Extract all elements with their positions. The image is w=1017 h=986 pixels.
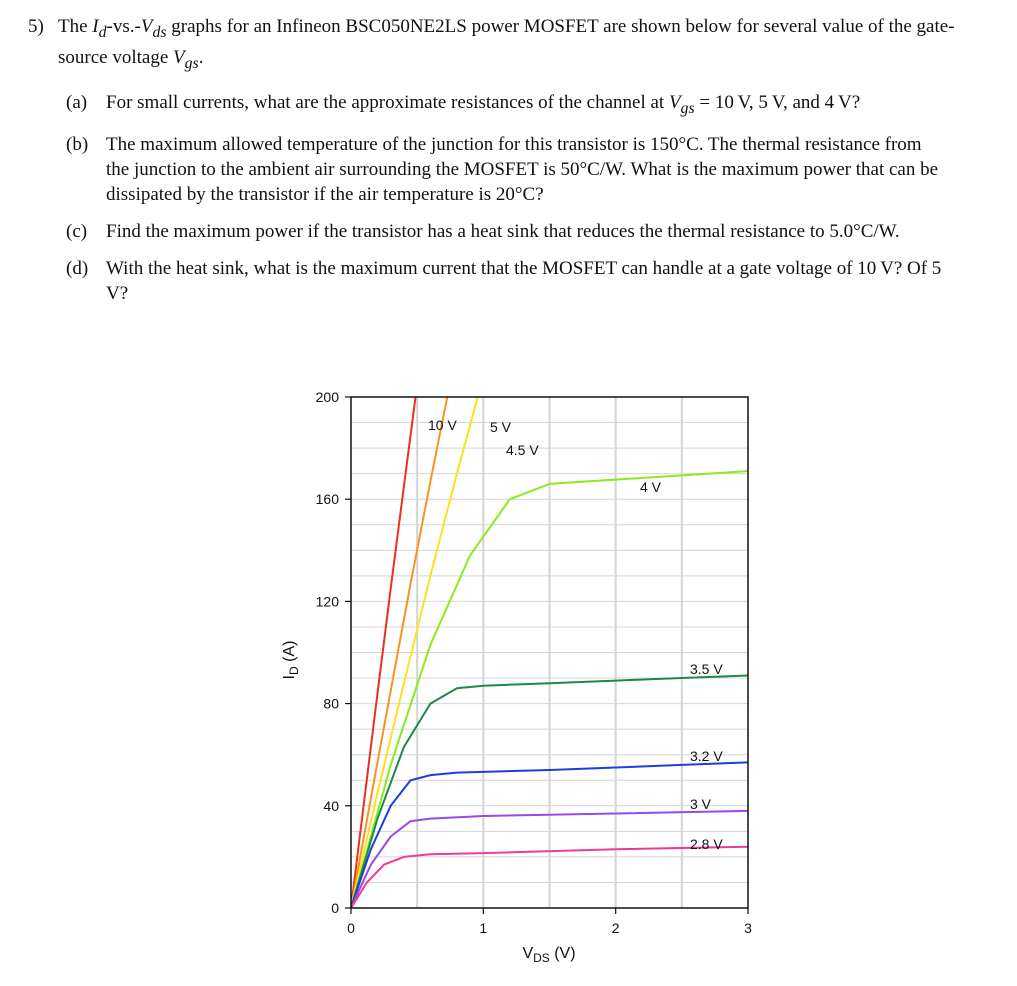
x-axis-title: $V_{DS}$ (V) <box>522 945 576 965</box>
x-tick-label: 1 <box>479 920 488 936</box>
curve-label: 2.8 V <box>690 836 723 852</box>
part-text: The maximum allowed temperature of the junction for this transistor is 150°C. The thermal resistance from the junction to the ambient air surrounding the MOSFET is 50°C/W. What is the maximum power that can be dissipated by the transistor if the air temperature is 20°C? <box>106 134 939 206</box>
intro-text: -vs.- <box>106 16 141 37</box>
curve-label: 5 V <box>490 419 512 435</box>
part-label: (a) <box>66 91 88 113</box>
intro-text: . <box>198 46 204 68</box>
y-tick-label: 120 <box>315 593 339 610</box>
y-tick-label: 80 <box>323 695 339 712</box>
part-text: For small currents, what are the approximate resistances of the channel at $V_{gs} = 10$ V, 5 V, and 4 V? <box>106 91 861 117</box>
id-symbol: $I_d$ <box>92 16 107 41</box>
part-label: (b) <box>66 134 89 156</box>
part-text: Find the maximum power if the transistor has a heat sink that reduces the thermal resistance to 5.0°C/W. <box>106 221 900 243</box>
y-tick-label: 40 <box>323 797 339 814</box>
curve-label: 4.5 V <box>506 442 539 458</box>
part-label: (d) <box>66 258 89 280</box>
x-tick-label: 3 <box>744 920 752 936</box>
x-tick-label: 0 <box>347 920 355 936</box>
part-text: With the heat sink, what is the maximum current that the MOSFET can handle at a gate voltage of 10 V? Of 5 V? <box>106 258 946 305</box>
intro-text: The <box>58 16 93 37</box>
curve-label: 3.2 V <box>690 748 723 764</box>
intro-text: graphs for an Infineon BSC050NE2LS power MOSFET are shown below for several value of the gate-source voltage <box>58 16 955 68</box>
curve-10-v <box>351 384 417 908</box>
vgs-symbol: $V_{gs}$ <box>173 46 199 72</box>
y-axis-title: $I_D$ (A) <box>281 640 301 680</box>
y-tick-label: 160 <box>315 491 339 508</box>
curve-label: 3.5 V <box>690 661 723 677</box>
curve-label: 3 V <box>690 796 712 812</box>
curve-label: 4 V <box>640 479 662 495</box>
y-tick-label: 200 <box>315 389 339 405</box>
vds-symbol: $V_{ds}$ <box>140 16 167 41</box>
part-label: (c) <box>66 221 88 243</box>
y-tick-label: 0 <box>331 900 339 916</box>
problem-number: 5) <box>28 16 44 37</box>
curve-label: 10 V <box>428 417 457 433</box>
vgs-symbol: $V_{gs}$ <box>668 91 695 117</box>
x-tick-label: 2 <box>611 920 620 936</box>
